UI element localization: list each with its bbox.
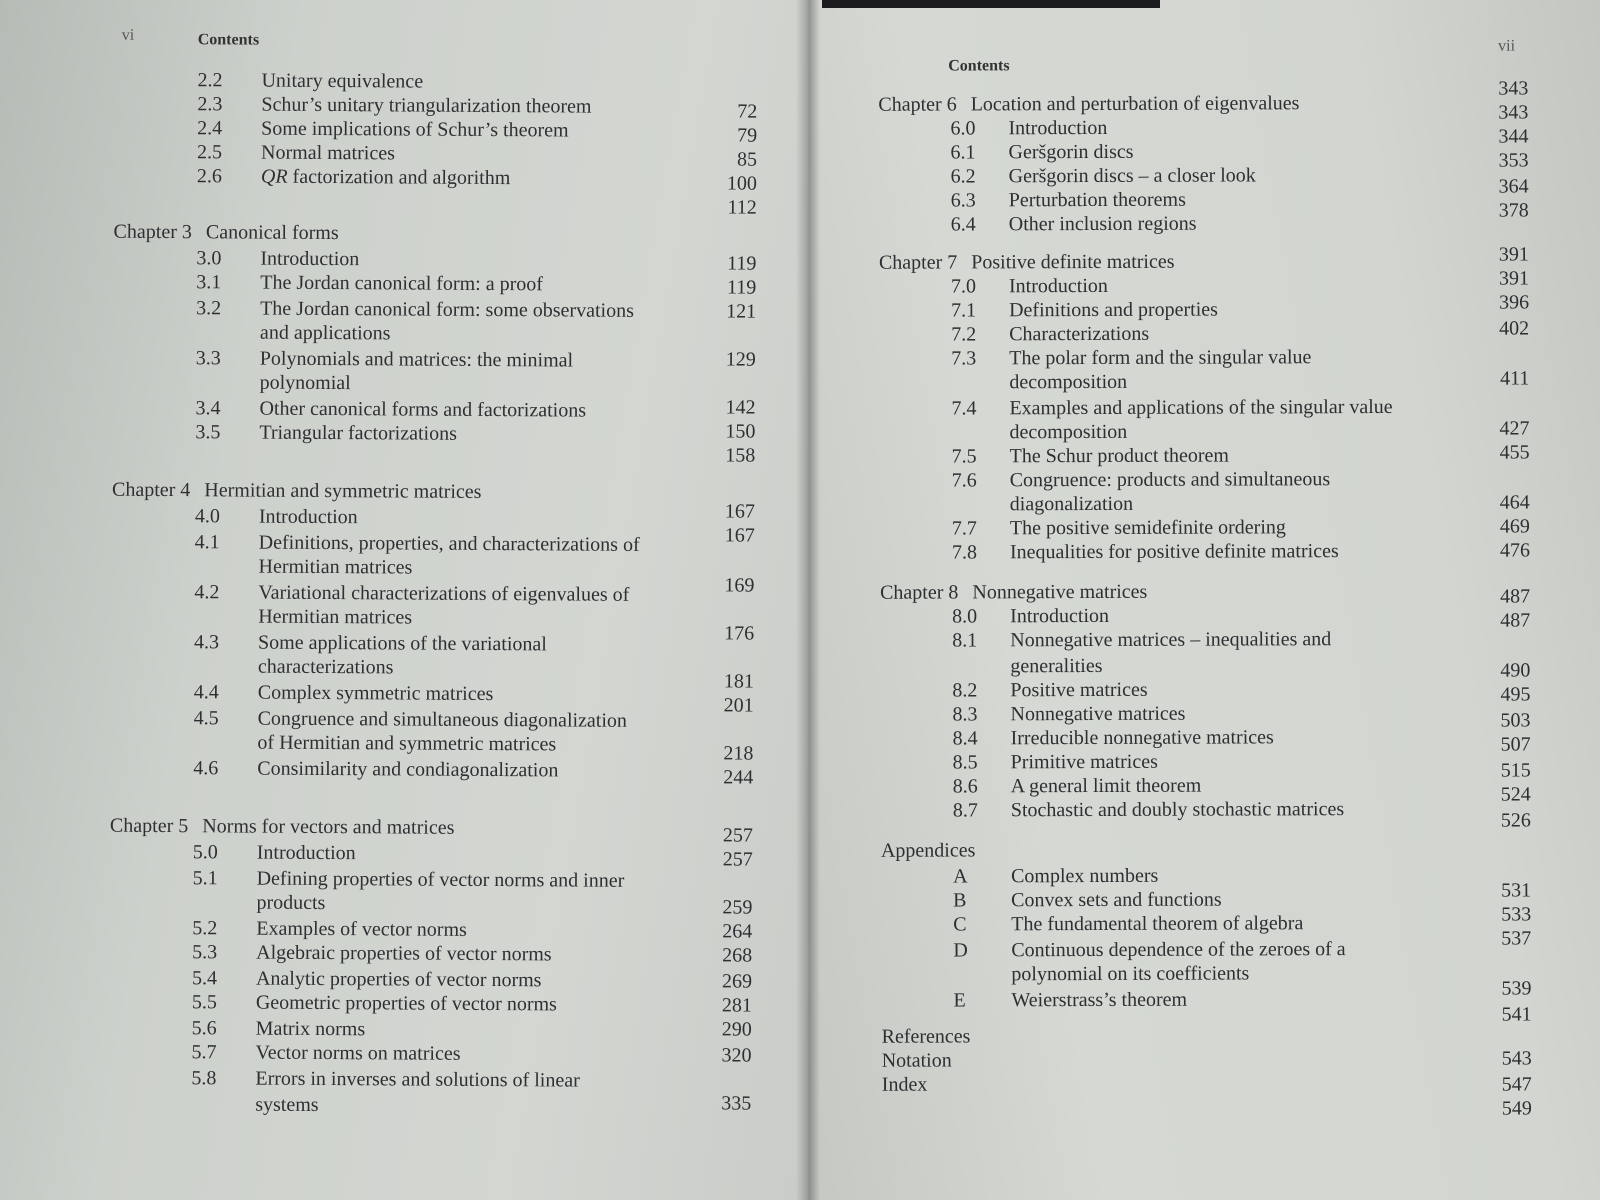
section-title: Stochastic and doubly stochastic matrices bbox=[1010, 798, 1345, 822]
section-title: Convex sets and functions bbox=[1011, 888, 1222, 912]
section-title: Polynomials and matrices: the minimal bbox=[259, 347, 574, 372]
page-number: 335 bbox=[721, 1092, 752, 1115]
chapter-title: Hermitian and symmetric matrices bbox=[204, 479, 482, 503]
section-title-continued: generalities bbox=[1010, 654, 1103, 678]
section-title-continued: Hermitian matrices bbox=[258, 605, 413, 629]
section-title: Complex numbers bbox=[1011, 864, 1159, 888]
section-title-continued: systems bbox=[255, 1093, 319, 1116]
section-number: 2.4 bbox=[197, 117, 223, 140]
section-number: 5.0 bbox=[192, 841, 218, 864]
chapter-label: Chapter 7 bbox=[878, 251, 958, 274]
section-number: 3.5 bbox=[195, 421, 221, 444]
page-number: 391 bbox=[1498, 267, 1530, 290]
section-title: Unitary equivalence bbox=[261, 69, 424, 93]
section-title: The fundamental theorem of algebra bbox=[1011, 912, 1304, 936]
section-number: 7.6 bbox=[951, 469, 977, 492]
section-title: Examples and applications of the singular value bbox=[1009, 395, 1393, 420]
right-running-head: Contents bbox=[948, 57, 1010, 75]
section-title: Defining properties of vector norms and inner bbox=[256, 867, 625, 892]
chapter-heading bbox=[878, 92, 1299, 115]
section-title: Vector norms on matrices bbox=[255, 1041, 461, 1065]
page-number: 547 bbox=[1501, 1073, 1532, 1096]
page-number: 455 bbox=[1499, 441, 1530, 464]
section-number: 5.6 bbox=[191, 1017, 217, 1040]
section-title-continued: polynomial bbox=[259, 371, 351, 395]
chapter-heading bbox=[880, 581, 1147, 604]
section-number: 6.0 bbox=[950, 117, 976, 140]
section-number: 8.0 bbox=[952, 605, 978, 628]
section-number: 4.4 bbox=[193, 681, 219, 704]
section-number: 5.1 bbox=[192, 867, 218, 890]
page-number: 150 bbox=[725, 420, 756, 443]
chapter-heading bbox=[881, 839, 989, 861]
section-title: Characterizations bbox=[1009, 322, 1150, 346]
section-title: Introduction bbox=[258, 505, 358, 529]
section-title: Introduction bbox=[1010, 604, 1110, 628]
page-number: 259 bbox=[722, 896, 753, 919]
section-title-continued: products bbox=[256, 891, 326, 915]
page-number: 543 bbox=[1501, 1047, 1532, 1070]
section-number: 3.1 bbox=[196, 271, 222, 294]
section-title: Consimilarity and condiagonalization bbox=[257, 757, 559, 782]
right-folio: vii bbox=[1498, 37, 1516, 55]
page-number: 218 bbox=[723, 742, 754, 765]
section-number: 2.6 bbox=[196, 165, 222, 188]
page-number: 269 bbox=[721, 970, 753, 993]
section-title: Nonnegative matrices bbox=[1010, 702, 1186, 726]
page-number: 524 bbox=[1500, 783, 1531, 806]
left-folio: vi bbox=[121, 26, 135, 44]
page-number: 402 bbox=[1499, 317, 1530, 340]
chapter-title: Norms for vectors and matrices bbox=[202, 815, 455, 839]
chapter-title: Positive definite matrices bbox=[971, 250, 1175, 274]
section-title: Complex symmetric matrices bbox=[257, 681, 494, 706]
page-number: 515 bbox=[1500, 759, 1531, 782]
section-number: A bbox=[953, 865, 968, 888]
section-number: 4.0 bbox=[194, 505, 220, 528]
section-number: C bbox=[953, 913, 967, 936]
page-number: 100 bbox=[726, 172, 757, 195]
section-title: Introduction bbox=[1008, 116, 1108, 140]
page-number: 79 bbox=[737, 124, 758, 147]
chapter-heading bbox=[879, 251, 1175, 274]
section-number: 5.5 bbox=[191, 991, 217, 1014]
chapter-label: Chapter 3 bbox=[113, 220, 192, 244]
section-number: 7.4 bbox=[951, 397, 977, 420]
page-number: 344 bbox=[1498, 125, 1529, 148]
page-number: 129 bbox=[725, 348, 756, 371]
section-number: 6.3 bbox=[950, 189, 976, 212]
chapter-heading bbox=[110, 815, 455, 839]
page-number: 119 bbox=[726, 276, 757, 299]
section-title: Examples of vector norms bbox=[256, 917, 467, 941]
page-number: 537 bbox=[1501, 927, 1532, 950]
page-number: 427 bbox=[1499, 417, 1530, 440]
section-number: 8.1 bbox=[952, 629, 978, 652]
page-number: 526 bbox=[1500, 809, 1531, 832]
page-number: 490 bbox=[1500, 659, 1531, 682]
section-title: Introduction bbox=[260, 247, 360, 271]
section-number: 7.0 bbox=[950, 275, 977, 298]
section-title: Irreducible nonnegative matrices bbox=[1010, 726, 1274, 750]
page-number: 167 bbox=[724, 500, 755, 523]
section-number: 7.3 bbox=[951, 347, 977, 370]
page-number: 244 bbox=[723, 766, 754, 789]
chapter-title: Nonnegative matrices bbox=[972, 580, 1148, 604]
section-number: E bbox=[953, 989, 966, 1012]
page-number: 320 bbox=[721, 1044, 752, 1067]
page-number: 378 bbox=[1498, 199, 1529, 222]
section-number: 2.2 bbox=[197, 69, 223, 92]
section-number: 6.1 bbox=[950, 141, 976, 164]
dark-edge bbox=[822, 0, 1160, 8]
section-number: 5.3 bbox=[192, 941, 218, 964]
chapter-label: Chapter 5 bbox=[109, 814, 189, 838]
section-title-continued: decomposition bbox=[1009, 420, 1128, 444]
chapter-title: Canonical forms bbox=[205, 221, 339, 245]
right-page bbox=[808, 0, 1600, 1200]
section-title: Positive matrices bbox=[1010, 678, 1148, 702]
section-number: 4.3 bbox=[194, 631, 220, 654]
chapter-label: Index bbox=[881, 1073, 928, 1096]
section-title-continued: of Hermitian and symmetric matrices bbox=[257, 731, 557, 756]
section-title-continued: and applications bbox=[259, 321, 391, 345]
section-title: The Jordan canonical form: a proof bbox=[260, 271, 544, 296]
section-title: QR factorization and algorithm bbox=[260, 165, 511, 190]
chapter-heading bbox=[882, 1025, 985, 1047]
page-number: 85 bbox=[736, 148, 758, 171]
page-number: 411 bbox=[1500, 367, 1530, 390]
section-title: Triangular factorizations bbox=[259, 421, 457, 445]
page-number: 396 bbox=[1499, 291, 1530, 314]
section-number: 2.5 bbox=[197, 141, 223, 164]
section-title: Variational characterizations of eigenvalues of bbox=[258, 581, 630, 606]
section-title: Geršgorin discs – a closer look bbox=[1008, 164, 1256, 188]
section-title: Inequalities for positive definite matrices bbox=[1009, 540, 1339, 564]
section-title: Primitive matrices bbox=[1010, 750, 1158, 774]
section-number: 8.5 bbox=[952, 751, 978, 774]
page-number: 281 bbox=[721, 994, 752, 1017]
section-title: Geometric properties of vector norms bbox=[255, 991, 557, 1016]
page-number: 176 bbox=[724, 622, 755, 645]
section-number: 2.3 bbox=[197, 93, 223, 116]
section-title: Introduction bbox=[256, 841, 356, 865]
page-number: 257 bbox=[722, 824, 753, 847]
page-number: 487 bbox=[1500, 609, 1531, 632]
page-number: 539 bbox=[1501, 977, 1532, 1000]
page-number: 268 bbox=[722, 944, 753, 967]
chapter-label: Notation bbox=[881, 1049, 952, 1072]
page-number: 343 bbox=[1498, 101, 1529, 124]
section-number: 8.2 bbox=[952, 679, 978, 702]
chapter-label: Chapter 8 bbox=[880, 581, 959, 604]
section-title: Definitions and properties bbox=[1009, 298, 1218, 322]
section-number: 8.7 bbox=[952, 799, 978, 822]
section-number: 8.4 bbox=[952, 727, 978, 750]
section-title: Nonnegative matrices – inequalities and bbox=[1010, 628, 1332, 652]
page-number: 290 bbox=[721, 1018, 752, 1041]
page-number: 495 bbox=[1500, 683, 1531, 706]
page-number: 142 bbox=[725, 396, 756, 419]
page-number: 181 bbox=[723, 670, 754, 693]
section-title: Introduction bbox=[1008, 274, 1108, 298]
page-number: 549 bbox=[1501, 1097, 1532, 1120]
section-title-continued: diagonalization bbox=[1009, 492, 1134, 516]
section-title: Some applications of the variational bbox=[258, 631, 547, 656]
page-number: 464 bbox=[1499, 491, 1530, 514]
section-number: 4.1 bbox=[194, 531, 220, 554]
section-title: A general limit theorem bbox=[1010, 774, 1202, 798]
section-number: B bbox=[953, 889, 967, 912]
page-number: 541 bbox=[1501, 1003, 1532, 1026]
section-number: 7.5 bbox=[951, 445, 977, 468]
section-title-continued: polynomial on its coefficients bbox=[1011, 962, 1250, 986]
chapter-label: References bbox=[881, 1025, 971, 1048]
section-number: 7.8 bbox=[951, 541, 977, 564]
chapter-label: Chapter 6 bbox=[878, 93, 957, 116]
section-title: Perturbation theorems bbox=[1008, 188, 1186, 212]
page-number: 201 bbox=[723, 694, 754, 717]
page-number: 476 bbox=[1499, 539, 1530, 562]
section-title: Schur’s unitary triangularization theorem bbox=[261, 93, 592, 118]
section-title: The Jordan canonical form: some observations bbox=[260, 297, 634, 322]
section-title: Some implications of Schur’s theorem bbox=[261, 117, 569, 142]
section-title: The positive semidefinite ordering bbox=[1009, 516, 1286, 540]
page-number: 112 bbox=[727, 196, 757, 219]
section-number: 4.2 bbox=[194, 581, 220, 604]
section-number: 7.1 bbox=[951, 299, 977, 322]
chapter-heading bbox=[112, 479, 482, 503]
section-title: Algebraic properties of vector norms bbox=[256, 941, 552, 966]
section-title: Other inclusion regions bbox=[1008, 212, 1197, 236]
section-title-continued: decomposition bbox=[1009, 370, 1128, 394]
section-number: 5.8 bbox=[191, 1067, 217, 1090]
page-number: 119 bbox=[727, 252, 757, 275]
page-number: 503 bbox=[1500, 709, 1531, 732]
section-number: 5.4 bbox=[191, 967, 218, 990]
left-running-head: Contents bbox=[197, 31, 260, 49]
section-number: 3.2 bbox=[196, 297, 222, 320]
page-number: 487 bbox=[1500, 585, 1531, 608]
page-number: 507 bbox=[1500, 733, 1531, 756]
page-number: 72 bbox=[737, 100, 758, 123]
section-title: The Schur product theorem bbox=[1009, 444, 1230, 468]
section-title: Normal matrices bbox=[261, 141, 395, 165]
page-number: 353 bbox=[1498, 149, 1529, 172]
page-number: 469 bbox=[1499, 515, 1530, 538]
section-title: Matrix norms bbox=[255, 1017, 366, 1041]
chapter-heading bbox=[882, 1074, 942, 1096]
section-number: 4.5 bbox=[193, 707, 219, 730]
chapter-title: Location and perturbation of eigenvalues bbox=[970, 92, 1300, 116]
section-title: Weierstrass’s theorem bbox=[1011, 988, 1188, 1012]
section-number: 7.7 bbox=[951, 517, 977, 540]
section-title: Geršgorin discs bbox=[1008, 140, 1134, 164]
page-number: 121 bbox=[726, 300, 757, 323]
section-title: Analytic properties of vector norms bbox=[255, 967, 542, 992]
chapter-label: Chapter 4 bbox=[111, 478, 191, 502]
section-number: 7.2 bbox=[951, 323, 977, 346]
section-number: 5.7 bbox=[191, 1041, 217, 1064]
section-number: 8.3 bbox=[952, 703, 978, 726]
page-number: 167 bbox=[724, 524, 755, 547]
section-number: 3.0 bbox=[196, 247, 222, 270]
section-title: Other canonical forms and factorizations bbox=[259, 397, 587, 422]
page-number: 533 bbox=[1501, 903, 1532, 926]
left-page-content bbox=[0, 0, 808, 1116]
section-number: 3.3 bbox=[195, 347, 221, 370]
page-number: 391 bbox=[1498, 243, 1529, 266]
section-number: 8.6 bbox=[952, 775, 978, 798]
section-number: 4.6 bbox=[193, 757, 219, 780]
page-number: 257 bbox=[722, 848, 753, 871]
section-title: Definitions, properties, and characterizations of bbox=[258, 531, 640, 556]
book-gutter bbox=[796, 0, 820, 1200]
section-number: 6.2 bbox=[950, 165, 976, 188]
chapter-heading bbox=[114, 221, 339, 244]
section-title-continued: characterizations bbox=[257, 655, 394, 679]
page-number: 264 bbox=[722, 920, 753, 943]
page-number: 169 bbox=[724, 574, 755, 597]
section-title-continued: Hermitian matrices bbox=[258, 555, 413, 579]
chapter-heading bbox=[882, 1049, 966, 1071]
section-title: Congruence and simultaneous diagonalization bbox=[257, 707, 628, 732]
section-number: 6.4 bbox=[950, 213, 976, 236]
section-number: 3.4 bbox=[195, 397, 221, 420]
page-number: 531 bbox=[1501, 879, 1532, 902]
section-title: The polar form and the singular value bbox=[1009, 346, 1312, 370]
section-title: Continuous dependence of the zeroes of a bbox=[1011, 938, 1346, 962]
section-title: Errors in inverses and solutions of linear bbox=[255, 1067, 580, 1092]
section-number: D bbox=[953, 939, 968, 962]
section-number: 5.2 bbox=[192, 917, 218, 940]
chapter-label: Appendices bbox=[880, 839, 976, 862]
page-number: 343 bbox=[1498, 77, 1529, 100]
page-number: 158 bbox=[725, 444, 756, 467]
section-title: Congruence: products and simultaneous bbox=[1009, 468, 1331, 492]
page-number: 364 bbox=[1498, 175, 1529, 198]
